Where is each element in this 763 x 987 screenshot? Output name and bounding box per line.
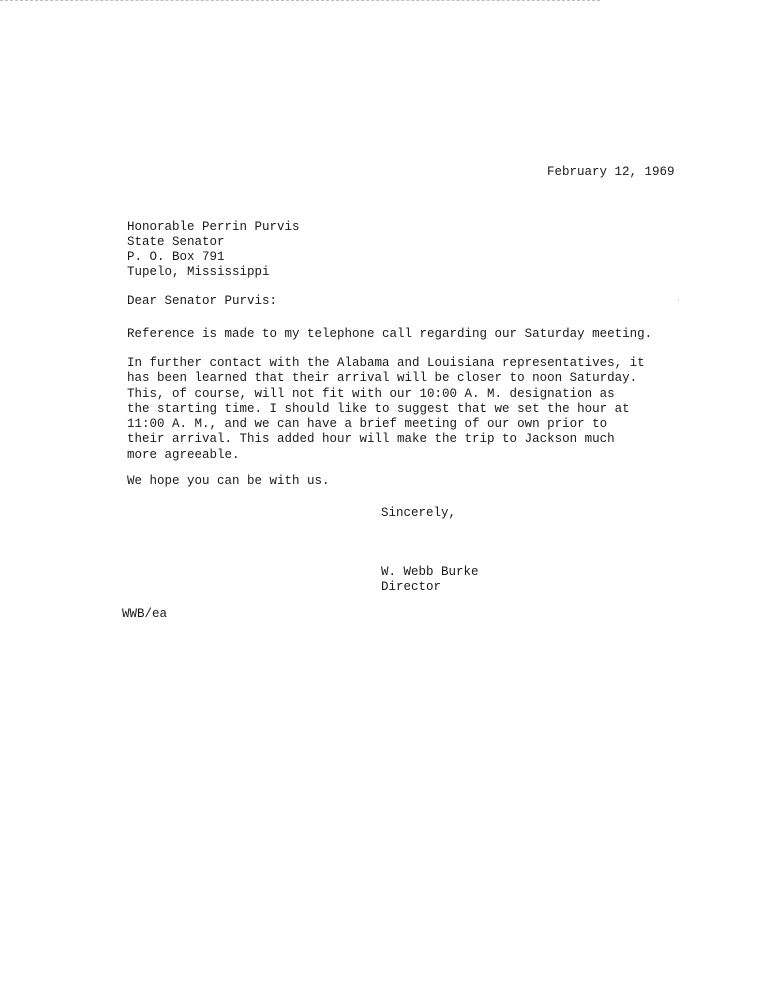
salutation: Dear Senator Purvis: bbox=[127, 294, 278, 308]
body-paragraph-3: We hope you can be with us. bbox=[127, 474, 330, 488]
recipient-line-title: State Senator bbox=[127, 235, 225, 249]
complimentary-close: Sincerely, bbox=[381, 506, 457, 520]
reference-initials: WWB/ea bbox=[122, 607, 168, 621]
recipient-line-box: P. O. Box 791 bbox=[127, 250, 225, 264]
signer-name: W. Webb Burke bbox=[381, 565, 479, 579]
scan-speck bbox=[678, 300, 679, 301]
body-paragraph-1: Reference is made to my telephone call regarding our Saturday meeting. bbox=[127, 327, 653, 341]
signer-title: Director bbox=[381, 580, 442, 594]
paragraph-line: In further contact with the Alabama and Louisiana representatives, it bbox=[127, 356, 645, 370]
paragraph-line: their arrival. This added hour will make the trip to Jackson much bbox=[127, 432, 615, 447]
body-paragraph-2 bbox=[127, 356, 645, 463]
letter-date: February 12, 1969 bbox=[547, 165, 675, 179]
recipient-address bbox=[127, 220, 300, 280]
scan-edge-line bbox=[0, 0, 600, 1]
paragraph-line: more agreeable. bbox=[127, 447, 240, 462]
signature-block bbox=[381, 565, 479, 595]
recipient-line-city: Tupelo, Mississippi bbox=[127, 265, 270, 279]
paragraph-line: the starting time. I should like to suggest that we set the hour at bbox=[127, 401, 630, 416]
paragraph-line: has been learned that their arrival will be closer to noon Saturday. bbox=[127, 371, 638, 386]
recipient-line-name: Honorable Perrin Purvis bbox=[127, 220, 300, 234]
paragraph-line: 11:00 A. M., and we can have a brief meeting of our own prior to bbox=[127, 417, 608, 432]
paragraph-line: This, of course, will not fit with our 10:00 A. M. designation as bbox=[127, 386, 615, 401]
